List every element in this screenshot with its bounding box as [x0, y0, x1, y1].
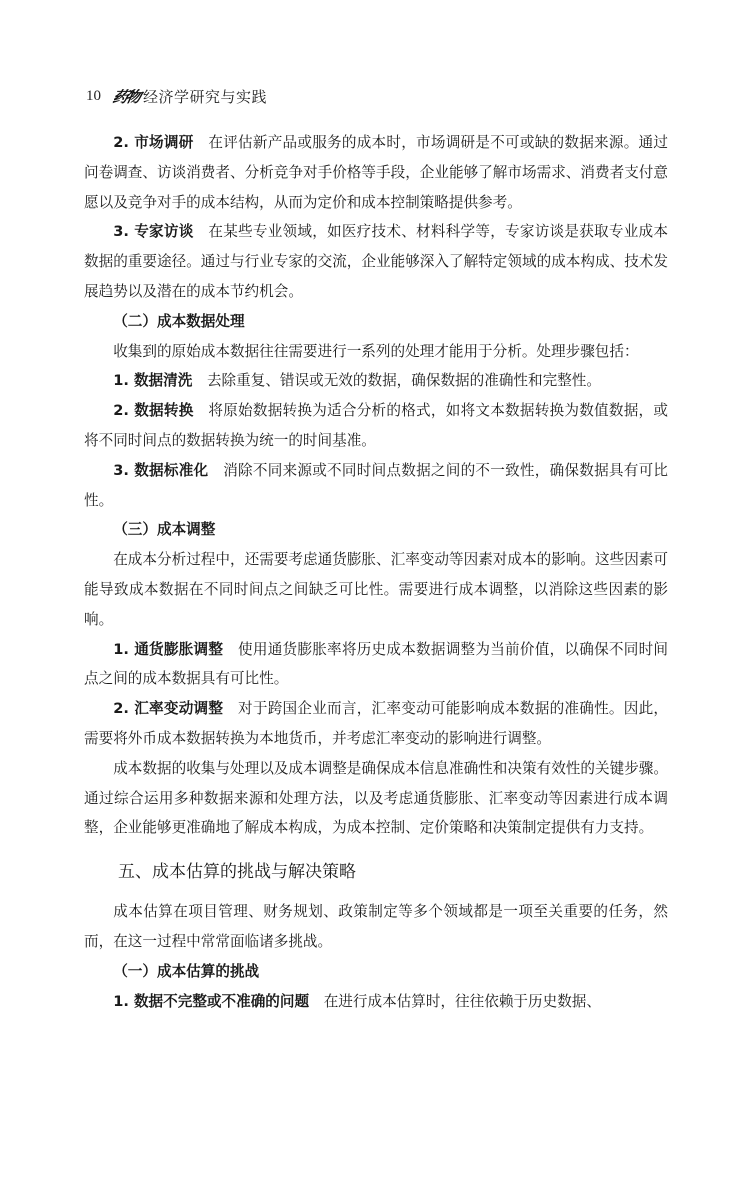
subheading-cost-adjustment: （三）成本调整 — [113, 521, 216, 539]
item-lead: 2. 汇率变动调整 — [113, 700, 224, 718]
paragraph-adjustment-intro: 在成本分析过程中，还需要考虑通货膨胀、汇率变动等因素对成本的影响。这些因素可能导致成本数据在不同时间点之间缺乏可比性。需要进行成本调整，以消除这些因素的影响。 — [84, 551, 668, 628]
paragraph-expert-interview — [84, 217, 668, 306]
item-text: 使用通货膨胀率将历史成本数据调整为当前价值，以确保不同时间点之间的成本数据具有可比性。 — [84, 640, 668, 688]
paragraph-data-cleaning — [84, 366, 668, 396]
body-text — [84, 128, 668, 1016]
paragraph-incomplete-data — [84, 987, 668, 1017]
page-number: 10 — [86, 87, 101, 104]
item-lead: 1. 数据不完整或不准确的问题 — [113, 992, 310, 1010]
paragraph-data-standardization — [84, 456, 668, 516]
item-lead: 1. 通货膨胀调整 — [113, 640, 224, 658]
paragraph-summary: 成本数据的收集与处理以及成本调整是确保成本信息准确性和决策有效性的关键步骤。通过综合运用多种数据来源和处理方法，以及考虑通货膨胀、汇率变动等因素进行成本调整，企业能够更准确地了解成本构成，为成本控制、定价策略和决策制定提供有力支持。 — [84, 759, 668, 837]
running-head — [86, 86, 267, 106]
item-lead: 3. 专家访谈 — [113, 223, 194, 241]
item-lead: 2. 数据转换 — [113, 402, 194, 420]
item-lead: 3. 数据标准化 — [113, 461, 209, 479]
paragraph-inflation-adjustment — [84, 635, 668, 695]
item-text: 在进行成本估算时，往往依赖于历史数据、 — [323, 992, 601, 1010]
book-title: 经济学研究与实践 — [143, 87, 268, 106]
item-text: 对于跨国企业而言，汇率变动可能影响成本数据的准确性。因此，需要将外币成本数据转换为本地货币，并考虑汇率变动的影响进行调整。 — [84, 700, 668, 747]
series-logo: 药物 — [110, 87, 141, 106]
item-text: 消除不同来源或不同时间点数据之间的不一致性，确保数据具有可比性。 — [84, 461, 669, 509]
subheading-estimation-challenges: （一）成本估算的挑战 — [113, 962, 260, 980]
paragraph-processing-intro: 收集到的原始成本数据往往需要进行一系列的处理才能用于分析。处理步骤包括： — [113, 342, 639, 360]
item-text: 去除重复、错误或无效的数据，确保数据的准确性和完整性。 — [206, 372, 601, 390]
paragraph-exchange-rate-adjustment — [84, 694, 668, 754]
section-heading-challenges: 五、成本估算的挑战与解决策略 — [118, 862, 356, 883]
paragraph-challenges-intro: 成本估算在项目管理、财务规划、政策制定等多个领域都是一项至关重要的任务，然而，在这一过程中常常面临诸多挑战。 — [84, 903, 668, 950]
item-lead: 1. 数据清洗 — [113, 372, 193, 390]
item-lead: 2. 市场调研 — [113, 134, 194, 151]
paragraph-data-conversion — [84, 396, 668, 456]
item-text: 在某些专业领域，如医疗技术、材料科学等，专家访谈是获取专业成本数据的重要途径。通过与行业专家的交流，企业能够深入了解特定领域的成本构成、技术发展趋势以及潜在的成本节约机会。 — [84, 223, 668, 300]
item-text: 将原始数据转换为适合分析的格式，如将文本数据转换为数值数据，或将不同时间点的数据转换为统一的时间基准。 — [84, 402, 668, 449]
item-text: 在评估新产品或服务的成本时，市场调研是不可或缺的数据来源。通过问卷调查、访谈消费者、分析竞争对手价格等手段，企业能够了解市场需求、消费者支付意愿以及竞争对手的成本结构，从而为定价和成本控制策略提供参考。 — [84, 134, 668, 211]
subheading-data-processing: （二）成本数据处理 — [113, 312, 245, 330]
paragraph-market-research — [84, 128, 668, 217]
